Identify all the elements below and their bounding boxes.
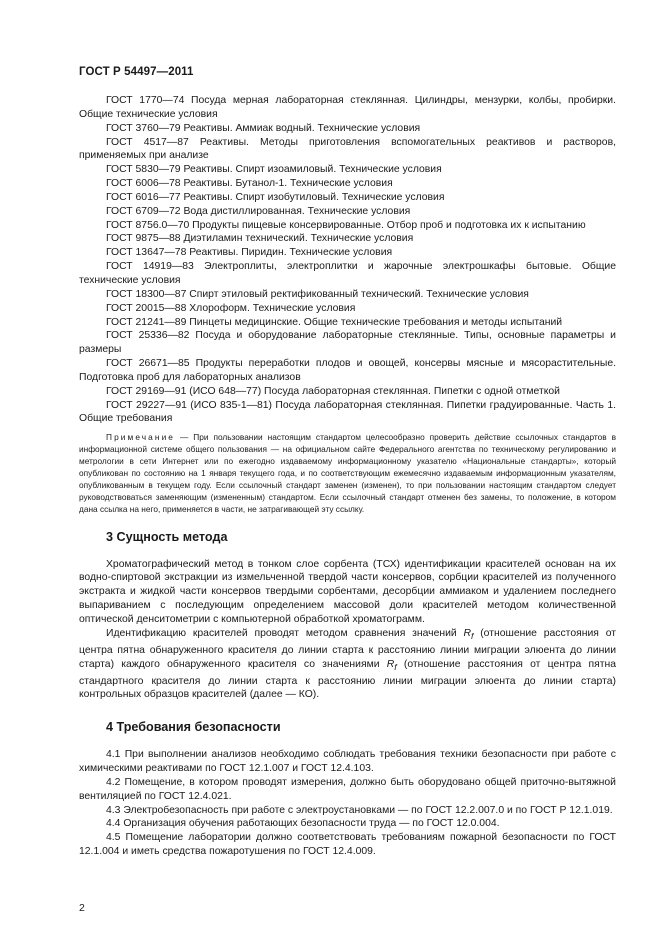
reference-item: ГОСТ 25336—82 Посуда и оборудование лабораторные стеклянные. Типы, основные параметры и размеры: [79, 330, 616, 356]
section-4-item: 4.1 При выполнении анализов необходимо соблюдать требования техники безопасности при работе с химическими реактивами по ГОСТ 12.1.007 и ГОСТ 12.4.103.: [79, 749, 616, 775]
section-4-item: 4.4 Организация обучения работающих безопасности труда — по ГОСТ 12.0.004.: [106, 818, 500, 830]
section-3-body: [79, 558, 616, 703]
reference-item: ГОСТ 5830—79 Реактивы. Спирт изоамиловый. Технические условия: [106, 164, 442, 176]
reference-item: ГОСТ 14919—83 Электроплиты, электроплитки и жарочные электрошкафы бытовые. Общие технические условия: [79, 261, 616, 286]
section-4-body: [79, 748, 616, 859]
reference-item: ГОСТ 6016—77 Реактивы. Спирт изобутиловый. Технические условия: [106, 191, 445, 203]
section-4-item: 4.2 Помещение, в котором проводят измерения, должно быть оборудовано общей приточно-вытяжной вентиляцией по ГОСТ 12.4.021.: [79, 776, 616, 802]
reference-item: ГОСТ 1770—74 Посуда мерная лабораторная стеклянная. Цилиндры, мензурки, колбы, пробирки. Общие технические условия: [79, 95, 616, 120]
reference-item: ГОСТ 6006—78 Реактивы. Бутанол-1. Технические условия: [106, 178, 393, 190]
normative-references-list: [79, 94, 616, 426]
reference-item: ГОСТ 18300—87 Спирт этиловый ректификованный технический. Технические условия: [106, 288, 529, 300]
section-4-item: 4.5 Помещение лаборатории должно соответствовать требованиям пожарной безопасности по ГОСТ 12.1.004 и иметь средства пожаротушения по ГОСТ 12.4.009.: [79, 832, 616, 858]
reference-item: ГОСТ 13647—78 Реактивы. Пиридин. Технические условия: [106, 247, 393, 259]
reference-item: ГОСТ 21241—89 Пинцеты медицинские. Общие технические требования и методы испытаний: [106, 316, 563, 328]
reference-item: ГОСТ 29169—91 (ИСО 648—77) Посуда лабораторная стеклянная. Пипетки с одной отметкой: [106, 385, 560, 397]
page-content: [79, 94, 616, 859]
references-note: [79, 432, 616, 515]
rf-symbol: $R_f$: [463, 627, 474, 641]
section-3-paragraph-1: Хроматографический метод в тонком слое сорбента (ТСХ) идентификации красителей основан на их водно-спиртовой экстракции из измельченной твердой части консервов, сорбции красителей из полученного экстракта и жидкой части консервов твердыми сорбентами, десорбции аммиаком и удалением последнего выпариванием с последующим определением массовой доли красителей методом количественной оптической денситометрии с компьютерной обработкой хроматограмм.: [79, 558, 616, 625]
note-label: Примечание: [106, 432, 176, 443]
page-number: 2: [79, 903, 85, 914]
reference-item: ГОСТ 6709—72 Вода дистиллированная. Технические условия: [106, 205, 411, 217]
section-3-heading: 3 Сущность метода: [106, 529, 228, 544]
reference-item: ГОСТ 3760—79 Реактивы. Аммиак водный. Технические условия: [106, 122, 421, 134]
reference-item: ГОСТ 8756.0—70 Продукты пищевые консервированные. Отбор проб и подготовка их к испытанию: [106, 219, 586, 231]
reference-item: ГОСТ 26671—85 Продукты переработки плодов и овощей, консервы мясные и мясорастительные. Подготовка проб для лабораторных анализов: [79, 358, 616, 383]
section-3-paragraph-2: Идентификацию красителей проводят методом сравнения значений $R_f$ (отношение расстояния от центра пятна обнаруженного красителя до линии старта к расстоянию линии миграции элюента до линии старта) каждого обнаруженного красителя со значениями $R_f$ (отношение расстояния от центра пятна стандартного красителя до линии старта к расстоянию линии миграции элюента до линии старта) контрольных образцов красителей (далее — КО).: [79, 627, 617, 701]
reference-item: ГОСТ 9875—88 Диэтиламин технический. Технические условия: [106, 233, 414, 245]
section-4-item: 4.3 Электробезопасность при работе с электроустановками — по ГОСТ 12.2.007.0 и по ГОСТ Р 12.1.019.: [106, 804, 613, 816]
note-text: — При пользовании настоящим стандартом целесообразно проверить действие ссылочных стандартов в информационной системе общего пользования — на официальном сайте Федерального агентства по техническому регулированию и метрологии в сети Интернет или по ежегодно издаваемому информационному указателю «Национальные стандарты», который опубликован по состоянию на 1 января текущего года, и по соответствующим ежемесячно издаваемым информационным указателям, опубликованным в текущем году. Если ссылочный стандарт заменен (изменен), то при пользовании настоящим стандартом следует руководствоваться заменяющим (измененным) стандартом. Если ссылочный стандарт отменен без замены, то положение, в котором дана ссылка на него, применяется в части, не затрагивающей эту ссылку.: [79, 432, 616, 514]
reference-item: ГОСТ 29227—91 (ИСО 835-1—81) Посуда лабораторная стеклянная. Пипетки градуированные. Часть 1. Общие требования: [79, 399, 616, 425]
reference-item: ГОСТ 4517—87 Реактивы. Методы приготовления вспомогательных реактивов и растворов, применяемых при анализе: [79, 136, 616, 162]
section-4-heading: 4 Требования безопасности: [106, 720, 281, 735]
reference-item: ГОСТ 20015—88 Хлороформ. Технические условия: [106, 302, 356, 314]
rf-symbol: $R_f$: [386, 658, 397, 672]
standard-header: ГОСТ Р 54497—2011: [79, 66, 194, 78]
